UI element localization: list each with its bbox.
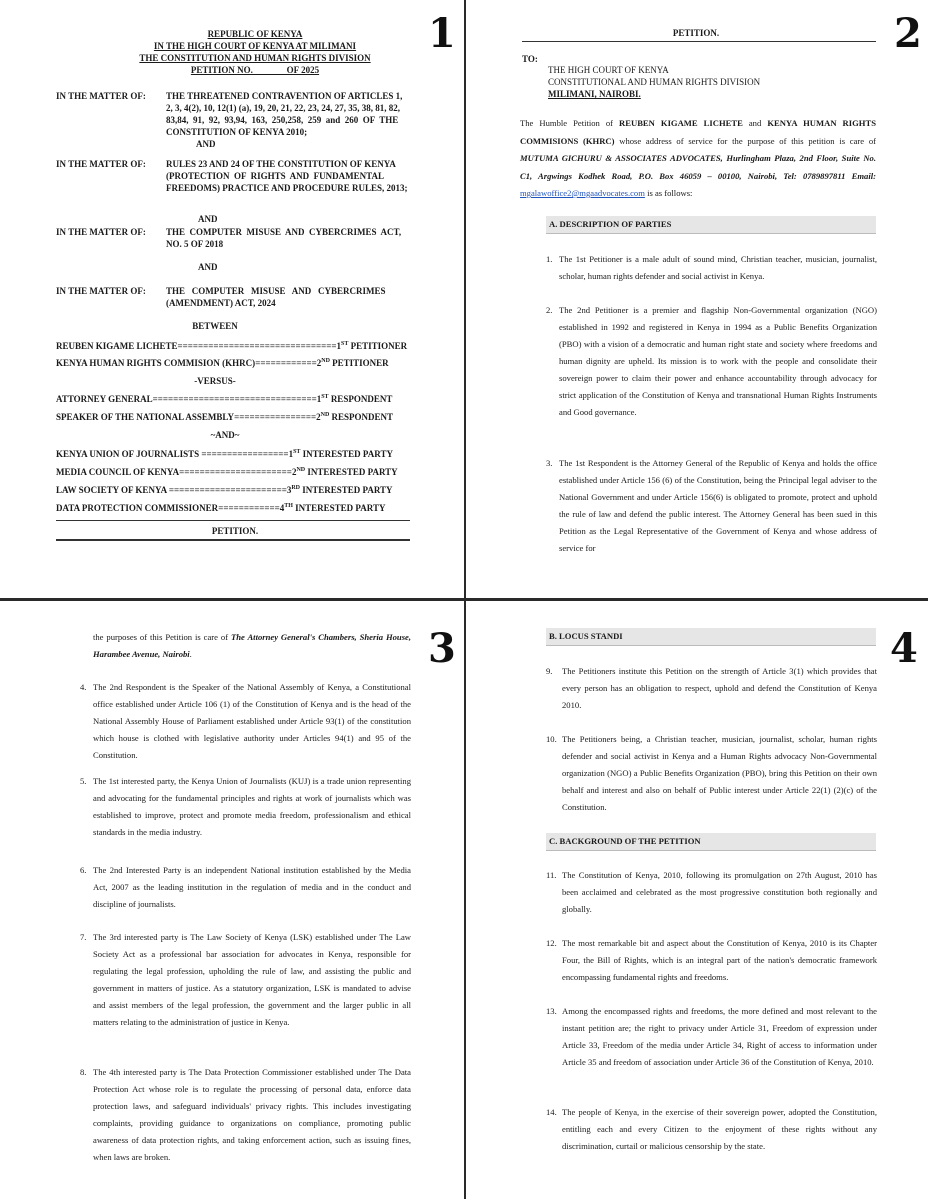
matter-label-1: IN THE MATTER OF: [56, 91, 146, 101]
page-2-title: PETITION. [672, 28, 720, 38]
matter-4-line-1: THE COMPUTER MISUSE AND CYBERCRIMES [166, 286, 386, 296]
page-4 [466, 601, 928, 1199]
list-item: 3. The 1st Respondent is the Attorney General of the Republic of Kenya and holds the office established under Article 156 (6) of the Constitution, being the Principal legal adviser to the National Government and under Article 156(6) is obligated to promote, protect and uphold the rule of law and defend the public interest. The Attorney General has been sued in this Petition as the Legal Representative of the Government of Kenya and whose address of service for [546, 458, 877, 553]
between-heading: BETWEEN [192, 321, 238, 331]
section-c-heading: C. BACKGROUND OF THE PETITION [546, 833, 876, 851]
to-line-1: THE HIGH COURT OF KENYA [548, 65, 669, 75]
list-item: 9. The Petitioners institute this Petition on the strength of Article 3(1) which provides that every person has an obligation to respect, uphold and defend the Constitution of Kenya 2010. [546, 666, 877, 710]
page-2 [466, 0, 928, 598]
header-republic: REPUBLIC OF KENYA [207, 29, 303, 39]
party-row: SPEAKER OF THE NATIONAL ASSEMBLY================2ND RESPONDENT [56, 412, 394, 422]
and-1: AND [196, 139, 216, 149]
matter-1-line-4: CONSTITUTION OF KENYA 2010; [166, 127, 308, 137]
list-item: 1. The 1st Petitioner is a male adult of sound mind, Christian teacher, musician, journalist, scholar, human rights defender and social activist in Kenya. [546, 254, 877, 281]
section-b-heading: B. LOCUS STANDI [546, 628, 876, 646]
divider [56, 520, 410, 521]
divider [522, 41, 876, 42]
header-division: THE CONSTITUTION AND HUMAN RIGHTS DIVISION [139, 53, 371, 63]
footer-title: PETITION. [211, 526, 259, 536]
page-3 [0, 601, 464, 1199]
matter-label-3: IN THE MATTER OF: [56, 227, 146, 237]
party-row: REUBEN KIGAME LICHETE===============================1ST PETITIONER [56, 341, 408, 351]
to-line-2: CONSTITUTIONAL AND HUMAN RIGHTS DIVISION [548, 77, 761, 87]
matter-label-2: IN THE MATTER OF: [56, 159, 146, 169]
list-item: 10. The Petitioners being, a Christian teacher, musician, journalist, scholar, human rights defender and social activist in Kenya and a Human Rights advocacy Non-Governmental organization (NGO) a Public Benefits Organization (PBO), bring this Petition on their own behalf and interest and also on behalf of Public interest under Article 22(1) (2)(c) of the Constitution. [546, 734, 877, 812]
versus-heading: -VERSUS- [194, 376, 236, 386]
page-number-3: 3 [428, 625, 456, 672]
section-a-heading: A. DESCRIPTION OF PARTIES [546, 216, 876, 234]
party-row: LAW SOCIETY OF KENYA =======================3RD INTERESTED PARTY [56, 485, 393, 495]
party-row: MEDIA COUNCIL OF KENYA======================2ND INTERESTED PARTY [56, 467, 398, 477]
matter-1-line-1: THE THREATENED CONTRAVENTION OF ARTICLES 1, [166, 91, 403, 101]
list-item: 14. The people of Kenya, in the exercise of their sovereign power, adopted the Constitution, entitling each and every Citizen to the enjoyment of these rights without any discrimination, curtail or malicious censorship by the state. [546, 1107, 877, 1151]
continuation-text: the purposes of this Petition is care of The Attorney General's Chambers, Sheria House, Harambee Avenue, Nairobi. [93, 632, 412, 659]
and-tilde-heading: ~AND~ [210, 430, 240, 440]
list-item: 11. The Constitution of Kenya, 2010, following its promulgation on 27th August, 2010 has been acclaimed and celebrated as the most progressive constitution both regionally and globally. [546, 870, 877, 914]
list-item: 5. The 1st interested party, the Kenya Union of Journalists (KUJ) is a trade union representing and advocating for the fundamental principles and rights at work of journalists which was established to improve, protect and promote media freedom, professionalism and ethical standards in the media industry. [80, 776, 411, 837]
matter-2-line-2: (PROTECTION OF RIGHTS AND FUNDAMENTAL [166, 171, 385, 181]
matter-2-line-3: FREEDOMS) PRACTICE AND PROCEDURE RULES, 2013; [166, 183, 408, 193]
page-number-2: 2 [894, 10, 922, 57]
matter-3-line-1: THE COMPUTER MISUSE AND CYBERCRIMES ACT, [166, 227, 402, 237]
list-item: 6. The 2nd Interested Party is an independent National institution established by the Media Act, 2007 as the leading institution in the regulation of media and in the conduct and discipline of journalists. [80, 865, 411, 909]
divider [56, 539, 410, 541]
list-item: 4. The 2nd Respondent is the Speaker of the National Assembly of Kenya, a Constitutional office established under Article 106 (1) of the Constitution of Kenya and is the head of the National Assembly House of Parliament established under Article 93(1) of the constitution which house is clothed with legislative authority under Articles 94(1) and 95 of the Constitution. [80, 682, 411, 760]
to-line-3: MILIMANI, NAIROBI. [548, 89, 641, 99]
and-3: AND [198, 262, 218, 272]
party-row: ATTORNEY GENERAL================================1ST RESPONDENT [56, 394, 393, 404]
page-1 [0, 0, 464, 598]
matter-1-line-2: 2, 3, 4(2), 10, 12(1) (a), 19, 20, 21, 22, 23, 24, 27, 35, 38, 81, 82, [166, 103, 400, 113]
matter-2-line-1: RULES 23 AND 24 OF THE CONSTITUTION OF KENYA [166, 159, 396, 169]
matter-label-4: IN THE MATTER OF: [56, 286, 146, 296]
header-petition-no: PETITION NO. OF 2025 [190, 65, 320, 75]
to-label: TO: [522, 54, 538, 64]
matter-4-line-2: (AMENDMENT) ACT, 2024 [166, 298, 276, 308]
email-link[interactable]: mgalawoffice2@mgaadvocates.com [520, 188, 645, 198]
page-number-1: 1 [428, 10, 456, 57]
and-2: AND [198, 214, 218, 224]
matter-3-line-2: NO. 5 OF 2018 [166, 239, 224, 249]
list-item: 8. The 4th interested party is The Data Protection Commissioner established under The Data Protection Act whose role is to regulate the processing of personal data, enforce data protection laws, and safeguard individuals' privacy rights. This includes investigating complaints, providing guidance to organizations on compliance, promoting public awareness of data protection rights, and taking enforcement action, such as issuing fines, when laws are broken. [80, 1067, 411, 1162]
page-number-4: 4 [890, 625, 918, 672]
list-item: 12. The most remarkable bit and aspect about the Constitution of Kenya, 2010 is its Chapter Four, the Bill of Rights, which is an integral part of the nation's democratic framework encompassing fundamental rights and freedoms. [546, 938, 877, 982]
matter-1-line-3: 83,84, 91, 92, 93,94, 163, 250,258, 259 and 260 OF THE [166, 115, 399, 125]
party-row: KENYA HUMAN RIGHTS COMMISION (KHRC)============2ND PETITIONER [56, 358, 389, 368]
petition-intro: The Humble Petition of REUBEN KIGAME LICHETE and KENYA HUMAN RIGHTS COMMISIONS (KHRC) whose address of service for the purpose of this petition is care of MUTUMA GICHURU & ASSOCIATES ADVOCATES, Hurlingham Plaza, 2nd Floor, Suite No. C1, Argwings Kodhek Road, P.O. Box 46059 – 00100, Nairobi, Tel: 0789897811 Email: mgalawoffice2@mgaadvocates.com is as follows: [520, 118, 876, 198]
party-row: DATA PROTECTION COMMISSIONER============4TH INTERESTED PARTY [56, 503, 386, 513]
list-item: 2. The 2nd Petitioner is a premier and flagship Non-Governmental organization (NGO) established in 1992 and registered in Kenya in 1994 as a Public Benefits Organization (PBO) with a vision of a democratic and human right state and society where freedoms and human dignity are upheld. Its mission is to work with the people and consolidate their sovereign power to claim their power and enhance accountability through advocacy for strict application of the Constitution of Kenya and transnational Human Rights Instruments and Good governance. [546, 305, 877, 417]
header-court: IN THE HIGH COURT OF KENYA AT MILIMANI [153, 41, 357, 51]
list-item: 7. The 3rd interested party is The Law Society of Kenya (LSK) established under The Law Society Act as a professional bar association for advocates in Kenya, responsible for regulating the legal profession, upholding the rule of law, and assisting the public and government in matters of justice. As a statutory organization, LSK is mandated to advise and assist members of the legal profession, the government and the larger public in all matters relating to the administration of justice in Kenya. [80, 932, 411, 1027]
list-item: 13. Among the encompassed rights and freedoms, the more defined and most relevant to the instant petition are; the right to privacy under Article 31, Freedom of expression under Article 33, Freedom of the media under Article 34, Right of access to information under Article 35 and freedom of association under Article 36 of the Constitution of Kenya, 2010. [546, 1006, 877, 1067]
party-row: KENYA UNION OF JOURNALISTS =================1ST INTERESTED PARTY [56, 449, 393, 459]
